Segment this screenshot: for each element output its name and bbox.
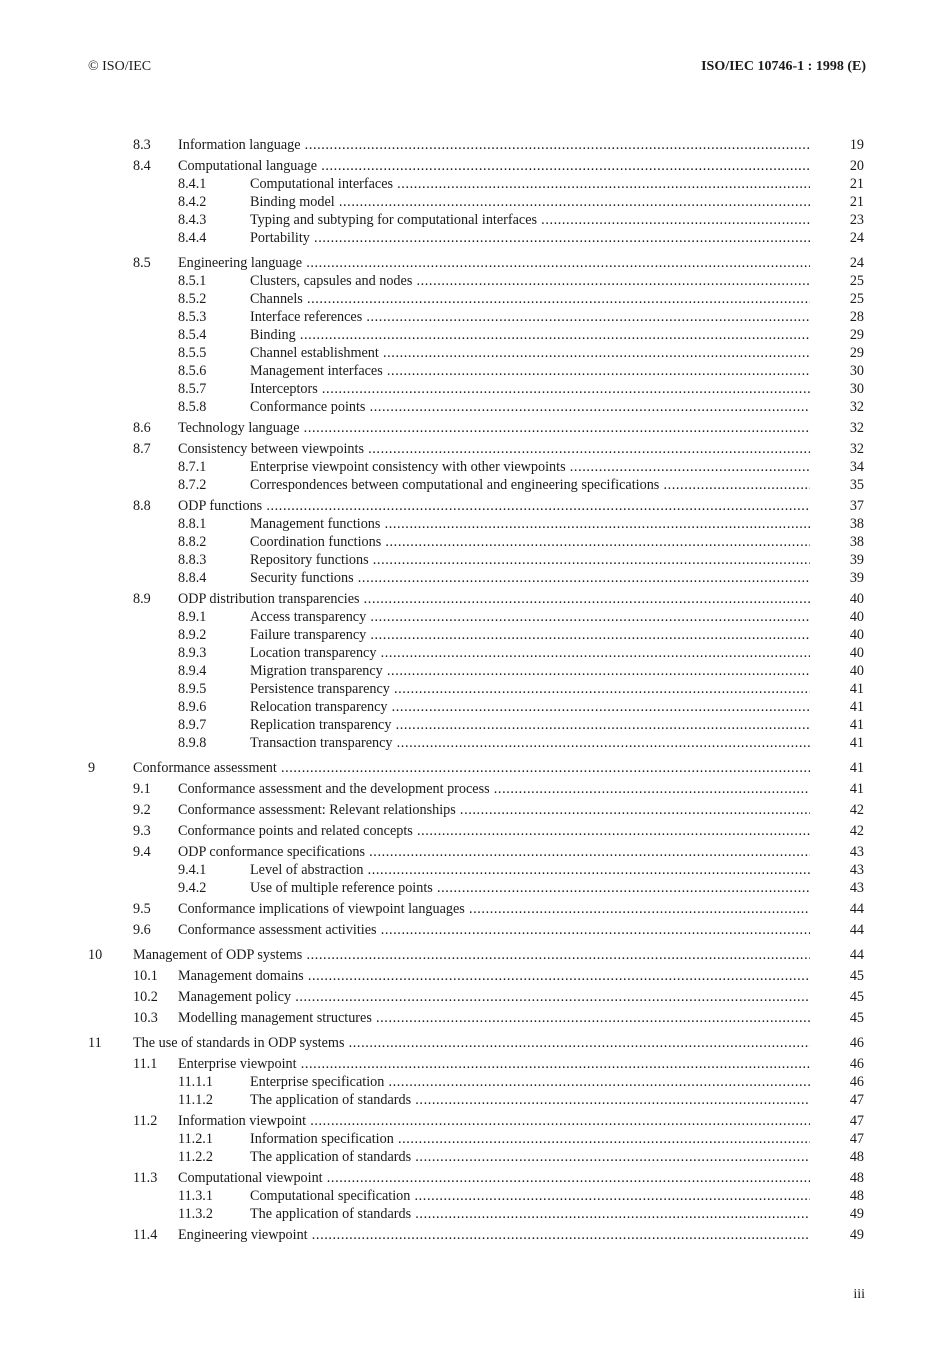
toc-entry-number: 8.8.4 <box>178 570 207 586</box>
toc-entry[interactable] <box>0 344 950 362</box>
toc-entry-number: 8.5.1 <box>178 273 207 289</box>
toc-entry-number: 8.9.3 <box>178 645 207 661</box>
toc-entry-number: 11.1.1 <box>178 1074 213 1090</box>
toc-entry-page: 40 <box>849 591 864 607</box>
toc-entry-title: Computational interfaces ..... <box>250 175 810 193</box>
toc-entry-page: 41 <box>849 735 864 751</box>
toc-entry-page: 49 <box>849 1227 864 1243</box>
toc-entry-title: ODP conformance specifications ..... <box>178 843 810 861</box>
toc-entry-page: 47 <box>849 1113 864 1129</box>
toc-entry-title: Management functions ..... <box>250 515 810 533</box>
toc-entry-page: 46 <box>849 1074 864 1090</box>
header-copyright: © ISO/IEC <box>88 59 152 74</box>
toc-entry-page: 30 <box>849 381 864 397</box>
toc-entry-title: Failure transparency ..... <box>250 626 810 644</box>
toc-entry[interactable] <box>0 644 950 662</box>
toc-entry[interactable] <box>0 988 950 1006</box>
toc-entry-number: 9.5 <box>133 901 151 917</box>
toc-entry-number: 10 <box>88 947 103 963</box>
toc-entry-number: 11.3.1 <box>178 1188 213 1204</box>
toc-entry-title: Typing and subtyping for computational interfaces ..... <box>250 211 810 229</box>
toc-entry-page: 24 <box>849 230 864 246</box>
toc-entry-number: 8.3 <box>133 137 151 153</box>
toc-entry[interactable] <box>0 229 950 247</box>
toc-entry[interactable] <box>0 967 950 985</box>
toc-entry[interactable] <box>0 1148 950 1166</box>
toc-entry-number: 11.1 <box>133 1056 158 1072</box>
toc-entry-number: 8.9.4 <box>178 663 207 679</box>
toc-entry-title: Information specification ..... <box>250 1130 810 1148</box>
toc-entry-title: Interceptors ..... <box>250 380 810 398</box>
toc-entry-title: Information language ..... <box>178 136 810 154</box>
toc-entry-title: Correspondences between computational and engineering specifications ..... <box>250 476 810 494</box>
toc-entry-number: 9.6 <box>133 922 151 938</box>
toc-entry-title: Conformance assessment ..... <box>133 759 810 777</box>
page-number: iii <box>853 1287 865 1302</box>
toc-entry-number: 8.8.1 <box>178 516 207 532</box>
toc-entry-page: 38 <box>849 534 864 550</box>
toc-entry[interactable] <box>0 515 950 533</box>
toc-entry-page: 41 <box>849 699 864 715</box>
toc-entry-title: Channel establishment ..... <box>250 344 810 362</box>
toc-entry[interactable] <box>0 608 950 626</box>
toc-entry-page: 44 <box>849 922 864 938</box>
toc-entry[interactable] <box>0 946 950 964</box>
toc-entry-number: 8.5.7 <box>178 381 207 397</box>
toc-entry-page: 40 <box>849 663 864 679</box>
toc-entry-title: Repository functions ..... <box>250 551 810 569</box>
toc-entry-page: 42 <box>849 823 864 839</box>
toc-entry-title: Enterprise viewpoint consistency with other viewpoints ..... <box>250 458 810 476</box>
toc-entry[interactable] <box>0 626 950 644</box>
toc-entry-page: 41 <box>849 681 864 697</box>
toc-entry[interactable] <box>0 861 950 879</box>
toc-entry-title: ODP distribution transparencies ..... <box>178 590 810 608</box>
toc-entry[interactable] <box>0 272 950 290</box>
toc-entry[interactable] <box>0 1009 950 1027</box>
toc-entry[interactable] <box>0 362 950 380</box>
toc-entry-page: 19 <box>849 137 864 153</box>
toc-entry[interactable] <box>0 716 950 734</box>
toc-entry-number: 10.3 <box>133 1010 158 1026</box>
toc-entry-title: Migration transparency ..... <box>250 662 810 680</box>
toc-entry[interactable] <box>0 759 950 777</box>
toc-entry-page: 40 <box>849 627 864 643</box>
toc-entry-number: 9.4 <box>133 844 151 860</box>
toc-entry[interactable] <box>0 822 950 840</box>
toc-entry-number: 8.9.6 <box>178 699 207 715</box>
toc-entry-title: Use of multiple reference points ..... <box>250 879 810 897</box>
toc-entry-page: 44 <box>849 901 864 917</box>
toc-entry-title: Relocation transparency ..... <box>250 698 810 716</box>
toc-entry-page: 23 <box>849 212 864 228</box>
toc-entry[interactable] <box>0 1055 950 1073</box>
toc-entry-number: 9.4.2 <box>178 880 207 896</box>
toc-entry-title: Computational specification ..... <box>250 1187 810 1205</box>
toc-entry-title: The application of standards ..... <box>250 1091 810 1109</box>
toc-entry-title: ODP functions ..... <box>178 497 810 515</box>
toc-entry-number: 8.5.4 <box>178 327 207 343</box>
toc-entry[interactable] <box>0 698 950 716</box>
toc-entry[interactable] <box>0 1205 950 1223</box>
toc-entry-number: 8.8 <box>133 498 151 514</box>
toc-entry-title: Security functions ..... <box>250 569 810 587</box>
toc-entry[interactable] <box>0 1091 950 1109</box>
toc-entry-page: 47 <box>849 1131 864 1147</box>
toc-entry[interactable] <box>0 419 950 437</box>
toc-entry-title: Information viewpoint ..... <box>178 1112 810 1130</box>
toc-entry[interactable] <box>0 1130 950 1148</box>
toc-entry-number: 8.4.2 <box>178 194 207 210</box>
toc-entry[interactable] <box>0 662 950 680</box>
toc-entry-number: 11.2.2 <box>178 1149 213 1165</box>
toc-entry-page: 43 <box>849 844 864 860</box>
toc-entry-title: Binding ..... <box>250 326 810 344</box>
toc-entry[interactable] <box>0 193 950 211</box>
toc-entry[interactable] <box>0 476 950 494</box>
toc-entry-number: 8.6 <box>133 420 151 436</box>
toc-entry-number: 8.5.3 <box>178 309 207 325</box>
toc-entry[interactable] <box>0 1187 950 1205</box>
toc-entry[interactable] <box>0 211 950 229</box>
toc-entry-page: 29 <box>849 345 864 361</box>
toc-entry[interactable] <box>0 1034 950 1052</box>
toc-entry-page: 25 <box>849 273 864 289</box>
toc-entry[interactable] <box>0 533 950 551</box>
toc-entry-number: 9.2 <box>133 802 151 818</box>
toc-entry-title: Conformance points and related concepts ..... <box>178 822 810 840</box>
toc-entry[interactable] <box>0 1169 950 1187</box>
toc-entry[interactable] <box>0 308 950 326</box>
toc-entry-number: 8.4.3 <box>178 212 207 228</box>
toc-entry[interactable] <box>0 157 950 175</box>
toc-entry-title: Channels ..... <box>250 290 810 308</box>
toc-entry-number: 11.2.1 <box>178 1131 213 1147</box>
toc-entry[interactable] <box>0 254 950 272</box>
toc-entry-number: 11.3 <box>133 1170 158 1186</box>
toc-entry-number: 8.5.6 <box>178 363 207 379</box>
toc-entry-page: 43 <box>849 880 864 896</box>
toc-entry[interactable] <box>0 680 950 698</box>
toc-entry-title: Enterprise viewpoint ..... <box>178 1055 810 1073</box>
toc-entry[interactable] <box>0 458 950 476</box>
toc-entry-number: 8.5.8 <box>178 399 207 415</box>
toc-entry-number: 8.9.7 <box>178 717 207 733</box>
toc-entry-page: 30 <box>849 363 864 379</box>
toc-entry[interactable] <box>0 900 950 918</box>
toc-entry[interactable] <box>0 326 950 344</box>
toc-entry-page: 48 <box>849 1188 864 1204</box>
toc-entry-number: 8.8.3 <box>178 552 207 568</box>
toc-entry-number: 8.9.1 <box>178 609 207 625</box>
toc-entry[interactable] <box>0 497 950 515</box>
toc-entry-page: 49 <box>849 1206 864 1222</box>
toc-entry-page: 46 <box>849 1035 864 1051</box>
toc-entry[interactable] <box>0 590 950 608</box>
toc-entry-title: Modelling management structures ..... <box>178 1009 810 1027</box>
toc-entry-page: 48 <box>849 1149 864 1165</box>
toc-entry-title: Replication transparency ..... <box>250 716 810 734</box>
toc-entry-number: 10.2 <box>133 989 158 1005</box>
header-document-id: ISO/IEC 10746-1 : 1998 (E) <box>701 59 866 74</box>
toc-entry-page: 45 <box>849 968 864 984</box>
toc-entry-number: 8.7 <box>133 441 151 457</box>
toc-entry-number: 8.7.2 <box>178 477 207 493</box>
toc-entry-number: 8.4.1 <box>178 176 207 192</box>
toc-entry-number: 10.1 <box>133 968 158 984</box>
toc-entry-number: 8.4.4 <box>178 230 207 246</box>
toc-entry-title: Location transparency ..... <box>250 644 810 662</box>
toc-entry-title: Conformance assessment activities ..... <box>178 921 810 939</box>
toc-entry-title: Consistency between viewpoints ..... <box>178 440 810 458</box>
toc-entry-title: Computational viewpoint ..... <box>178 1169 810 1187</box>
toc-entry-page: 45 <box>849 1010 864 1026</box>
toc-entry-page: 37 <box>849 498 864 514</box>
toc-entry-title: Clusters, capsules and nodes ..... <box>250 272 810 290</box>
toc-entry-page: 21 <box>849 176 864 192</box>
toc-entry[interactable] <box>0 780 950 798</box>
toc-entry-number: 11.2 <box>133 1113 158 1129</box>
toc-entry-title: Engineering language ..... <box>178 254 810 272</box>
toc-entry[interactable] <box>0 843 950 861</box>
toc-entry-page: 20 <box>849 158 864 174</box>
toc-entry-page: 43 <box>849 862 864 878</box>
toc-entry-title: Access transparency ..... <box>250 608 810 626</box>
toc-entry-title: Management domains ..... <box>178 967 810 985</box>
toc-entry-number: 11.3.2 <box>178 1206 213 1222</box>
toc-entry-number: 9.3 <box>133 823 151 839</box>
toc-entry[interactable] <box>0 290 950 308</box>
toc-entry-number: 9.4.1 <box>178 862 207 878</box>
toc-entry[interactable] <box>0 440 950 458</box>
toc-entry-page: 44 <box>849 947 864 963</box>
toc-entry-page: 46 <box>849 1056 864 1072</box>
toc-entry-page: 32 <box>849 399 864 415</box>
toc-entry-page: 29 <box>849 327 864 343</box>
toc-entry[interactable] <box>0 380 950 398</box>
toc-entry-page: 34 <box>849 459 864 475</box>
toc-entry-number: 8.9.5 <box>178 681 207 697</box>
toc-entry-page: 21 <box>849 194 864 210</box>
toc-entry-page: 41 <box>849 760 864 776</box>
toc-entry[interactable] <box>0 879 950 897</box>
toc-entry-title: Enterprise specification ..... <box>250 1073 810 1091</box>
toc-entry-number: 11.4 <box>133 1227 158 1243</box>
toc-entry-number: 9 <box>88 760 96 776</box>
toc-entry-number: 8.5.2 <box>178 291 207 307</box>
toc-entry-title: Conformance points ..... <box>250 398 810 416</box>
table-of-contents <box>0 136 950 1244</box>
toc-entry-number: 8.5.5 <box>178 345 207 361</box>
toc-entry-number: 8.9.8 <box>178 735 207 751</box>
toc-entry-number: 8.9 <box>133 591 151 607</box>
toc-entry[interactable] <box>0 136 950 154</box>
toc-entry-page: 25 <box>849 291 864 307</box>
toc-entry[interactable] <box>0 398 950 416</box>
toc-entry-title: Binding model ..... <box>250 193 810 211</box>
toc-entry-page: 32 <box>849 420 864 436</box>
toc-entry[interactable] <box>0 569 950 587</box>
toc-entry-title: Coordination functions ..... <box>250 533 810 551</box>
toc-entry-title: Persistence transparency ..... <box>250 680 810 698</box>
toc-entry-title: Conformance implications of viewpoint languages ..... <box>178 900 810 918</box>
toc-entry-number: 8.7.1 <box>178 459 207 475</box>
toc-entry[interactable] <box>0 1112 950 1130</box>
toc-entry-page: 48 <box>849 1170 864 1186</box>
toc-entry[interactable] <box>0 801 950 819</box>
toc-entry[interactable] <box>0 1226 950 1244</box>
toc-entry-page: 40 <box>849 645 864 661</box>
toc-entry-page: 32 <box>849 441 864 457</box>
toc-entry[interactable] <box>0 175 950 193</box>
toc-entry-title: Portability ..... <box>250 229 810 247</box>
toc-entry-title: Transaction transparency ..... <box>250 734 810 752</box>
toc-entry-page: 41 <box>849 781 864 797</box>
toc-entry-title: The application of standards ..... <box>250 1205 810 1223</box>
toc-entry-page: 24 <box>849 255 864 271</box>
toc-entry-title: Interface references ..... <box>250 308 810 326</box>
toc-entry-title: Computational language ..... <box>178 157 810 175</box>
toc-entry-page: 35 <box>849 477 864 493</box>
toc-entry-number: 8.8.2 <box>178 534 207 550</box>
toc-entry-number: 8.5 <box>133 255 151 271</box>
toc-entry[interactable] <box>0 551 950 569</box>
toc-entry-title: Conformance assessment: Relevant relationships ..... <box>178 801 810 819</box>
toc-entry-title: Management interfaces ..... <box>250 362 810 380</box>
toc-entry-title: Engineering viewpoint ..... <box>178 1226 810 1244</box>
toc-entry[interactable] <box>0 921 950 939</box>
toc-entry-number: 9.1 <box>133 781 151 797</box>
toc-entry-number: 8.4 <box>133 158 151 174</box>
toc-entry-page: 39 <box>849 570 864 586</box>
toc-entry-page: 42 <box>849 802 864 818</box>
toc-entry-page: 45 <box>849 989 864 1005</box>
toc-entry-page: 39 <box>849 552 864 568</box>
toc-entry-title: Technology language ..... <box>178 419 810 437</box>
toc-entry-page: 38 <box>849 516 864 532</box>
toc-entry-title: The application of standards ..... <box>250 1148 810 1166</box>
toc-entry[interactable] <box>0 1073 950 1091</box>
toc-entry-title: Conformance assessment and the development process ..... <box>178 780 810 798</box>
toc-entry-title: Management policy ..... <box>178 988 810 1006</box>
toc-entry-number: 11 <box>88 1035 102 1051</box>
toc-entry-page: 47 <box>849 1092 864 1108</box>
toc-entry-title: Management of ODP systems ..... <box>133 946 810 964</box>
toc-entry-page: 40 <box>849 609 864 625</box>
toc-entry-page: 28 <box>849 309 864 325</box>
toc-entry-title: The use of standards in ODP systems ..... <box>133 1034 810 1052</box>
toc-entry-number: 11.1.2 <box>178 1092 213 1108</box>
toc-entry[interactable] <box>0 734 950 752</box>
toc-entry-title: Level of abstraction ..... <box>250 861 810 879</box>
toc-entry-number: 8.9.2 <box>178 627 207 643</box>
toc-entry-page: 41 <box>849 717 864 733</box>
